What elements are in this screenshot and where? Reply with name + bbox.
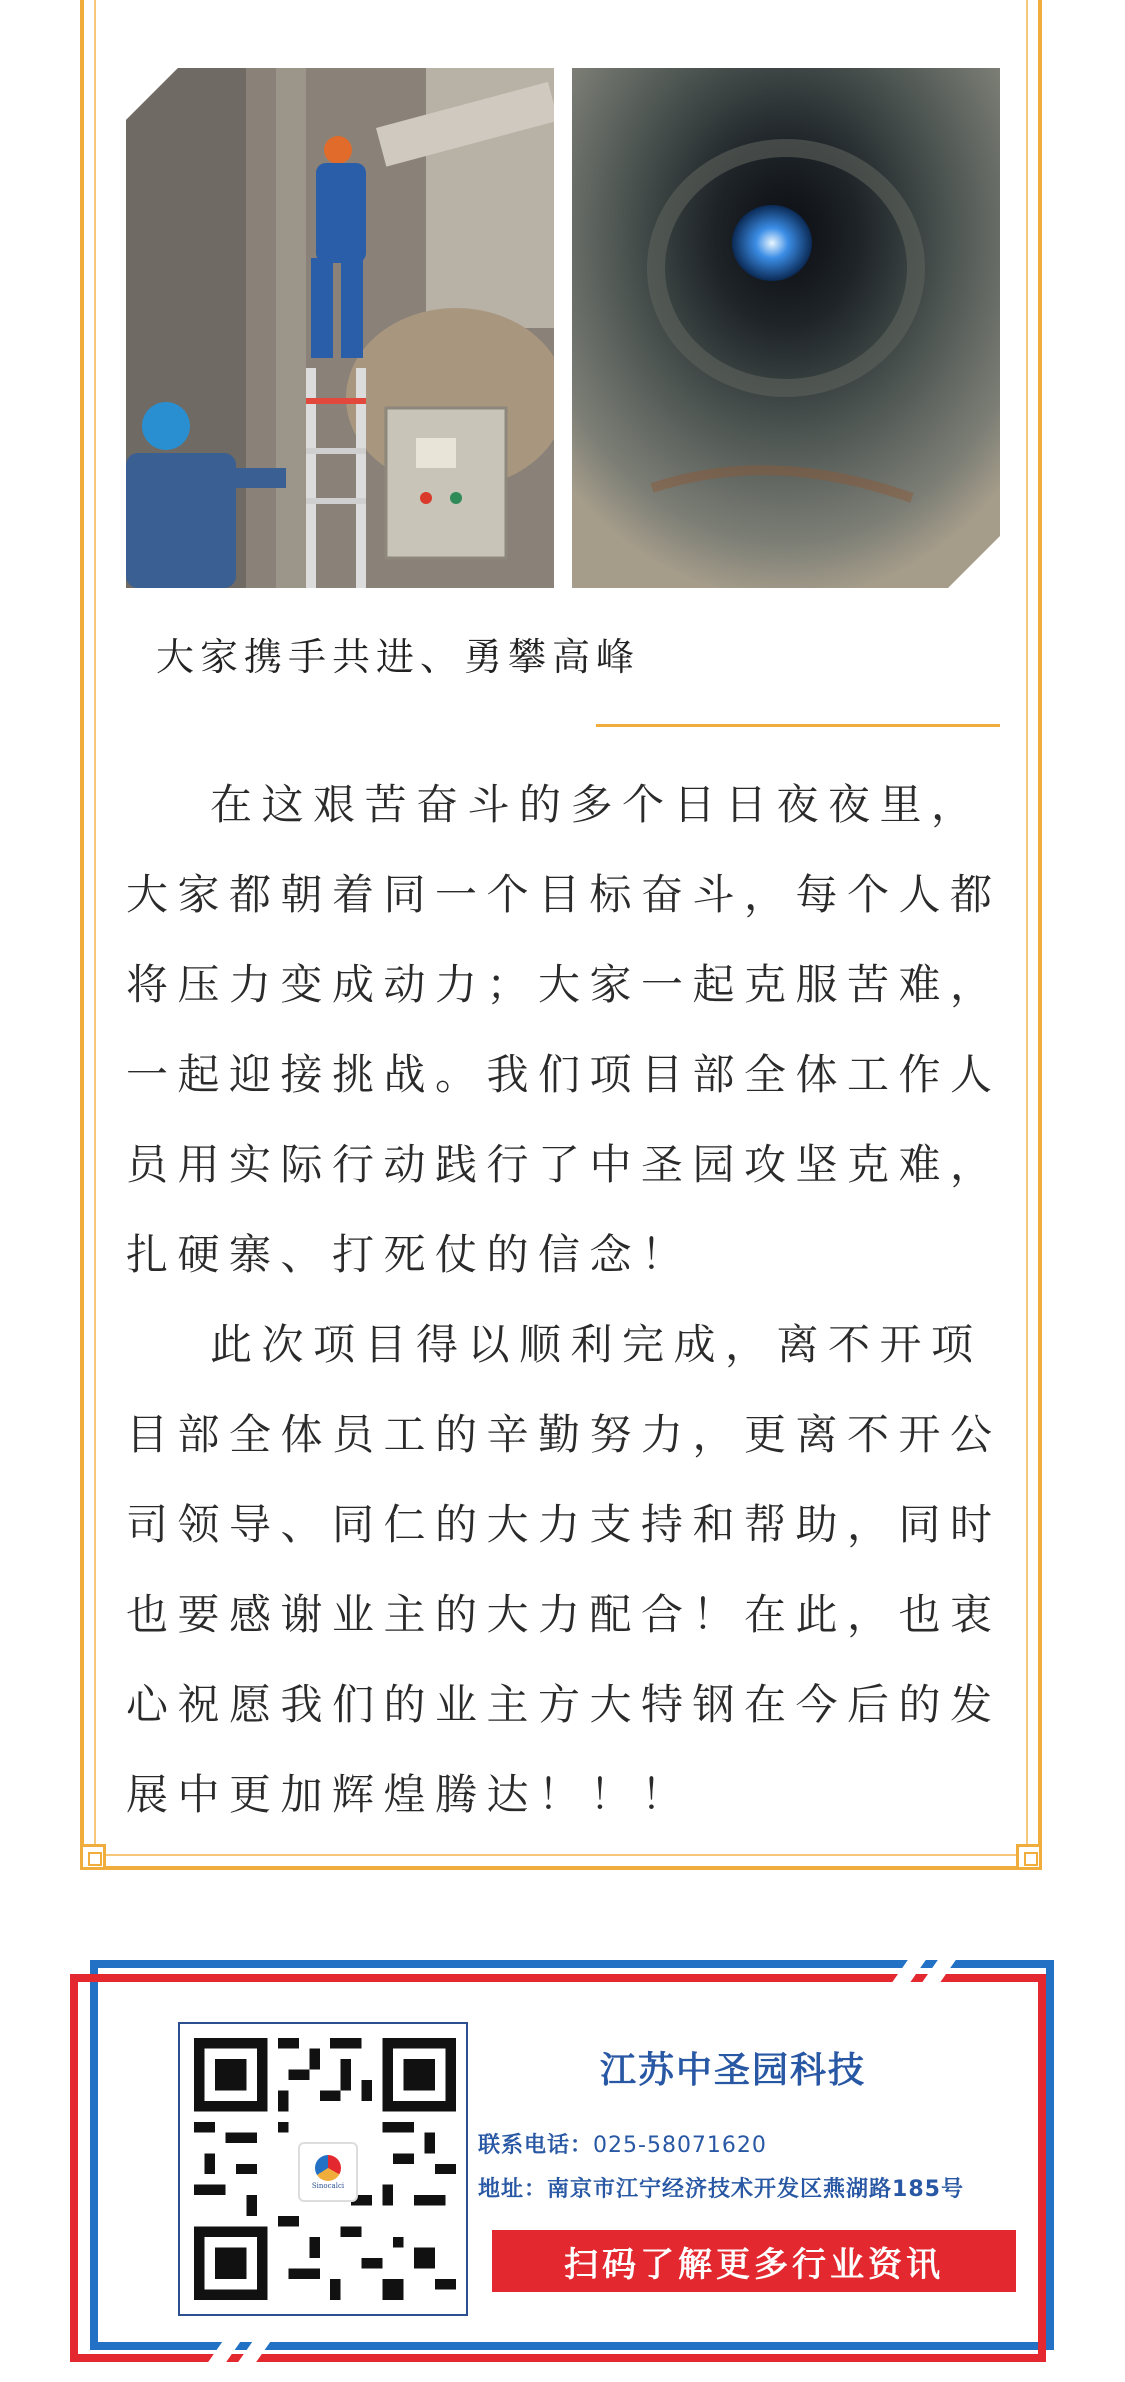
phone-label: 联系电话： [478, 2133, 594, 2158]
address-value: 南京市江宁经济技术开发区燕湖路185号 [547, 2177, 964, 2202]
phone-number[interactable]: 025-58071620 [593, 2133, 767, 2158]
photo-pipe-interior [572, 68, 1000, 588]
sinocalci-logo [298, 2142, 358, 2202]
qr-code[interactable] [178, 2022, 468, 2316]
logo-emblem-icon [315, 2155, 341, 2181]
article-paragraph: 在这艰苦奋斗的多个日日夜夜里，大家都朝着同一个目标奋斗，每个人都将压力变成动力；大家一起克服苦难，一起迎接挑战。我们项目部全体工作人员用实际行动践行了中圣园攻坚克难，扎硬寨、打死仗的信念！ [126, 780, 1002, 1279]
caption-divider [596, 724, 1000, 727]
phone-line [478, 2128, 767, 2159]
logo-text: Sinocalci [311, 2181, 345, 2190]
address-label: 地址： [478, 2177, 548, 2202]
scan-more-info-button[interactable]: 扫码了解更多行业资讯 [492, 2230, 1016, 2292]
frame-corner-ornament [1016, 1844, 1042, 1870]
photo-workers-on-ladder [126, 68, 554, 588]
article-paragraph: 此次项目得以顺利完成，离不开项目部全体员工的辛勤努力，更离不开公司领导、同仁的大力支持和帮助，同时也要感谢业主的大力配合！在此，也衷心祝愿我们的业主方大特钢在今后的发展中更加辉煌腾达！！！ [126, 1320, 1002, 1819]
photo-caption: 大家携手共进、勇攀高峰 [156, 635, 641, 679]
address-line [478, 2172, 964, 2203]
company-name: 江苏中圣园科技 [600, 2050, 867, 2091]
frame-corner-ornament [80, 1844, 106, 1870]
